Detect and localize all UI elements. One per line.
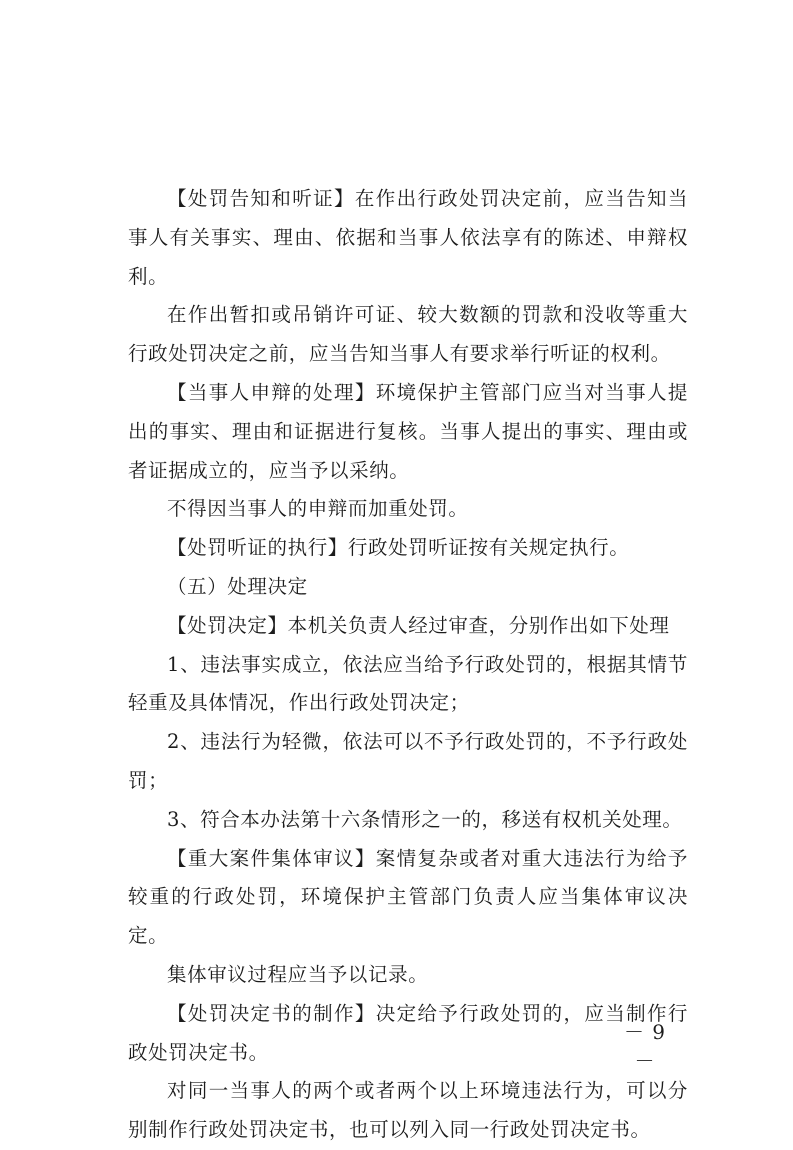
paragraph-decision-document: 【处罚决定书的制作】决定给予行政处罚的，应当制作行政处罚决定书。: [128, 1001, 688, 1064]
list-item-1: 1、违法事实成立，依法应当给予行政处罚的，根据其情节轻重及具体情况，作出行政处罚决定；: [128, 652, 688, 715]
page-number: － 9 －: [623, 1020, 667, 1073]
paragraph-review-record: 集体审议过程应当予以记录。: [167, 962, 429, 986]
list-item-3: 3、符合本办法第十六条情形之一的，移送有权机关处理。: [167, 807, 683, 831]
paragraph-penalty-decision: 【处罚决定】本机关负责人经过审查，分别作出如下处理: [167, 613, 670, 637]
section-heading: （五）处理决定: [167, 574, 308, 598]
list-item-2: 2、违法行为轻微，依法可以不予行政处罚的，不予行政处罚；: [128, 730, 688, 792]
paragraph-no-aggravation: 不得因当事人的申辩而加重处罚。: [167, 497, 469, 521]
paragraph-penalty-notice: 【处罚告知和听证】在作出行政处罚决定前，应当告知当事人有关事实、理由、依据和当事人依法享有的陈述、申辩权利。: [128, 187, 688, 288]
paragraph-collective-review: 【重大案件集体审议】案情复杂或者对重大违法行为给予较重的行政处罚，环境保护主管部门负责人应当集体审议决定。: [128, 846, 688, 948]
paragraph-hearing-execution: 【处罚听证的执行】行政处罚听证按有关规定执行。: [167, 536, 630, 560]
document-body: [128, 180, 688, 1150]
paragraph-defense-handling: 【当事人申辩的处理】环境保护主管部门应当对当事人提出的事实、理由和证据进行复核。当事人提出的事实、理由或者证据成立的，应当予以采纳。: [128, 380, 688, 482]
paragraph-hearing-right: 在作出暂扣或吊销许可证、较大数额的罚款和没收等重大行政处罚决定之前，应当告知当事人有要求举行听证的权利。: [128, 303, 688, 366]
paragraph-multiple-violations: 对同一当事人的两个或者两个以上环境违法行为，可以分别制作行政处罚决定书，也可以列入同一行政处罚决定书。: [128, 1079, 688, 1142]
